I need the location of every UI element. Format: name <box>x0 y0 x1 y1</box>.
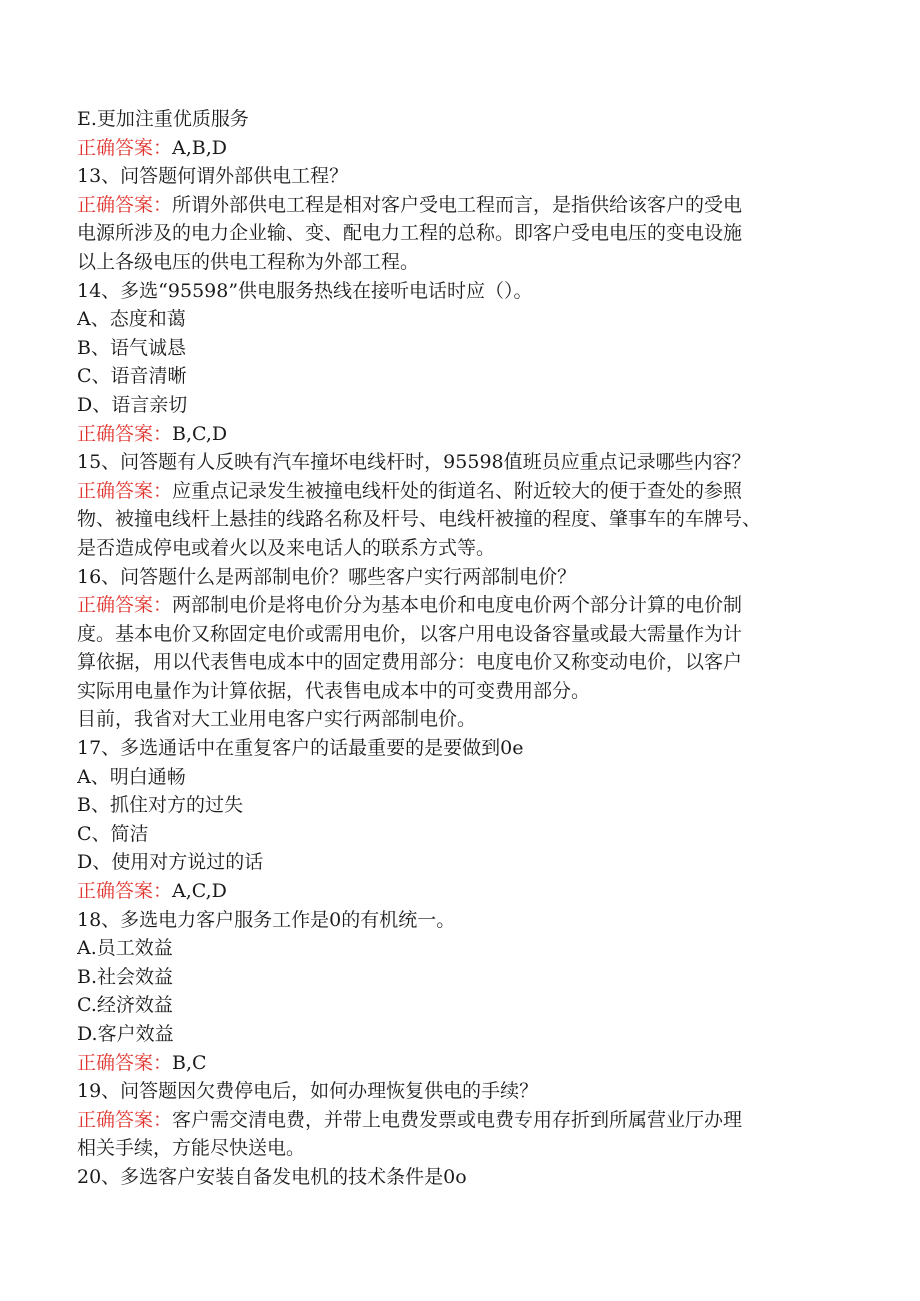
option-line <box>77 105 837 134</box>
line-text: 度。基本电价又称固定电价或需用电价，以客户用电设备容量或最大需量作为计 <box>77 622 743 645</box>
answer-label: 正确答案： <box>77 594 173 617</box>
answer-line <box>77 1049 837 1078</box>
line-text: 两部制电价是将电价分为基本电价和电度电价两个部分计算的电价制 <box>172 594 743 617</box>
line-text: A、态度和蔼 <box>77 308 186 331</box>
question-line <box>77 448 837 477</box>
line-text: 19、问答题因欠费停电后，如何办理恢复供电的手续？ <box>77 1080 539 1103</box>
line-text: 物、被撞电线杆上悬挂的线路名称及杆号、电线杆被撞的程度、肇事车的车牌号、 <box>77 508 762 531</box>
line-text: 以上各级电压的供电工程称为外部工程。 <box>77 250 420 273</box>
answer-line <box>77 591 837 620</box>
line-text: C、简洁 <box>77 822 149 845</box>
answer-label: 正确答案： <box>77 880 173 903</box>
option-line <box>77 934 837 963</box>
question-line <box>77 906 837 935</box>
option-line <box>77 991 837 1020</box>
text-line <box>77 248 837 277</box>
question-line <box>77 162 837 191</box>
line-text: C.经济效益 <box>77 994 173 1017</box>
text-line <box>77 505 837 534</box>
line-text: A.员工效益 <box>77 937 173 960</box>
answer-line <box>77 191 837 220</box>
question-line <box>77 1077 837 1106</box>
line-text: 相关手续，方能尽快送电。 <box>77 1137 306 1160</box>
line-text: 所谓外部供电工程是相对客户受电工程而言，是指供给该客户的受电 <box>172 193 743 216</box>
option-line <box>77 391 837 420</box>
answer-label: 正确答案： <box>77 1108 173 1131</box>
option-line <box>77 820 837 849</box>
line-text: B,C,D <box>172 422 228 445</box>
line-text: A,C,D <box>172 880 227 903</box>
line-text: 实际用电量作为计算依据，代表售电成本中的可变费用部分。 <box>77 679 591 702</box>
answer-line <box>77 1106 837 1135</box>
option-line <box>77 334 837 363</box>
option-line <box>77 362 837 391</box>
option-line <box>77 763 837 792</box>
answer-line <box>77 420 837 449</box>
option-line <box>77 791 837 820</box>
question-line <box>77 1163 837 1192</box>
answer-label: 正确答案： <box>77 193 173 216</box>
option-line <box>77 848 837 877</box>
option-line <box>77 305 837 334</box>
line-text: 17、多选通话中在重复客户的话最重要的是要做到0e <box>77 737 524 760</box>
line-text: 16、问答题什么是两部制电价？哪些客户实行两部制电价？ <box>77 565 577 588</box>
answer-line <box>77 134 837 163</box>
line-text: B,C <box>172 1051 207 1074</box>
text-line <box>77 534 837 563</box>
line-text: 算依据，用以代表售电成本中的固定费用部分：电度电价又称变动电价，以客户 <box>77 651 743 674</box>
line-text: B、抓住对方的过失 <box>77 794 243 817</box>
text-line <box>77 219 837 248</box>
line-text: 电源所涉及的电力企业输、变、配电力工程的总称。即客户受电电压的变电设施 <box>77 222 743 245</box>
answer-label: 正确答案： <box>77 136 173 159</box>
line-text: 15、问答题有人反映有汽车撞坏电线杆时，95598值班员应重点记录哪些内容？ <box>77 451 751 474</box>
line-text: 是否造成停电或着火以及来电话人的联系方式等。 <box>77 536 496 559</box>
text-line <box>77 705 837 734</box>
line-text: A,B,D <box>172 136 228 159</box>
answer-label: 正确答案： <box>77 1051 173 1074</box>
question-line <box>77 734 837 763</box>
line-text: 应重点记录发生被撞电线杆处的街道名、附近较大的便于查处的参照 <box>172 479 743 502</box>
line-text: C、语音清晰 <box>77 365 187 388</box>
line-text: 14、多选“95598”供电服务热线在接听电话时应（）。 <box>77 279 533 302</box>
line-text: 20、多选客户安装自备发电机的技术条件是0o <box>77 1165 467 1188</box>
option-line <box>77 1020 837 1049</box>
text-line <box>77 677 837 706</box>
line-text: D、使用对方说过的话 <box>77 851 264 874</box>
line-text: 客户需交清电费，并带上电费发票或电费专用存折到所属营业厅办理 <box>172 1108 743 1131</box>
line-text: D.客户效益 <box>77 1023 174 1045</box>
line-text: D、语言亲切 <box>77 393 188 416</box>
line-text: 目前，我省对大工业用电客户实行两部制电价。 <box>77 708 477 731</box>
line-text: A、明白通畅 <box>77 765 186 788</box>
line-text: 13、问答题何谓外部供电工程？ <box>77 165 349 188</box>
option-line <box>77 963 837 992</box>
document-body <box>77 105 837 1192</box>
answer-label: 正确答案： <box>77 479 173 502</box>
question-line <box>77 277 837 306</box>
text-line <box>77 620 837 649</box>
line-text: 18、多选电力客户服务工作是0的有机统一。 <box>77 908 456 931</box>
answer-line <box>77 877 837 906</box>
answer-label: 正确答案： <box>77 422 173 445</box>
text-line <box>77 648 837 677</box>
text-line <box>77 1134 837 1163</box>
answer-line <box>77 477 837 506</box>
line-text: B、语气诚恳 <box>77 336 186 359</box>
line-text: E.更加注重优质服务 <box>77 108 249 130</box>
line-text: B.社会效益 <box>77 965 174 988</box>
question-line <box>77 563 837 592</box>
